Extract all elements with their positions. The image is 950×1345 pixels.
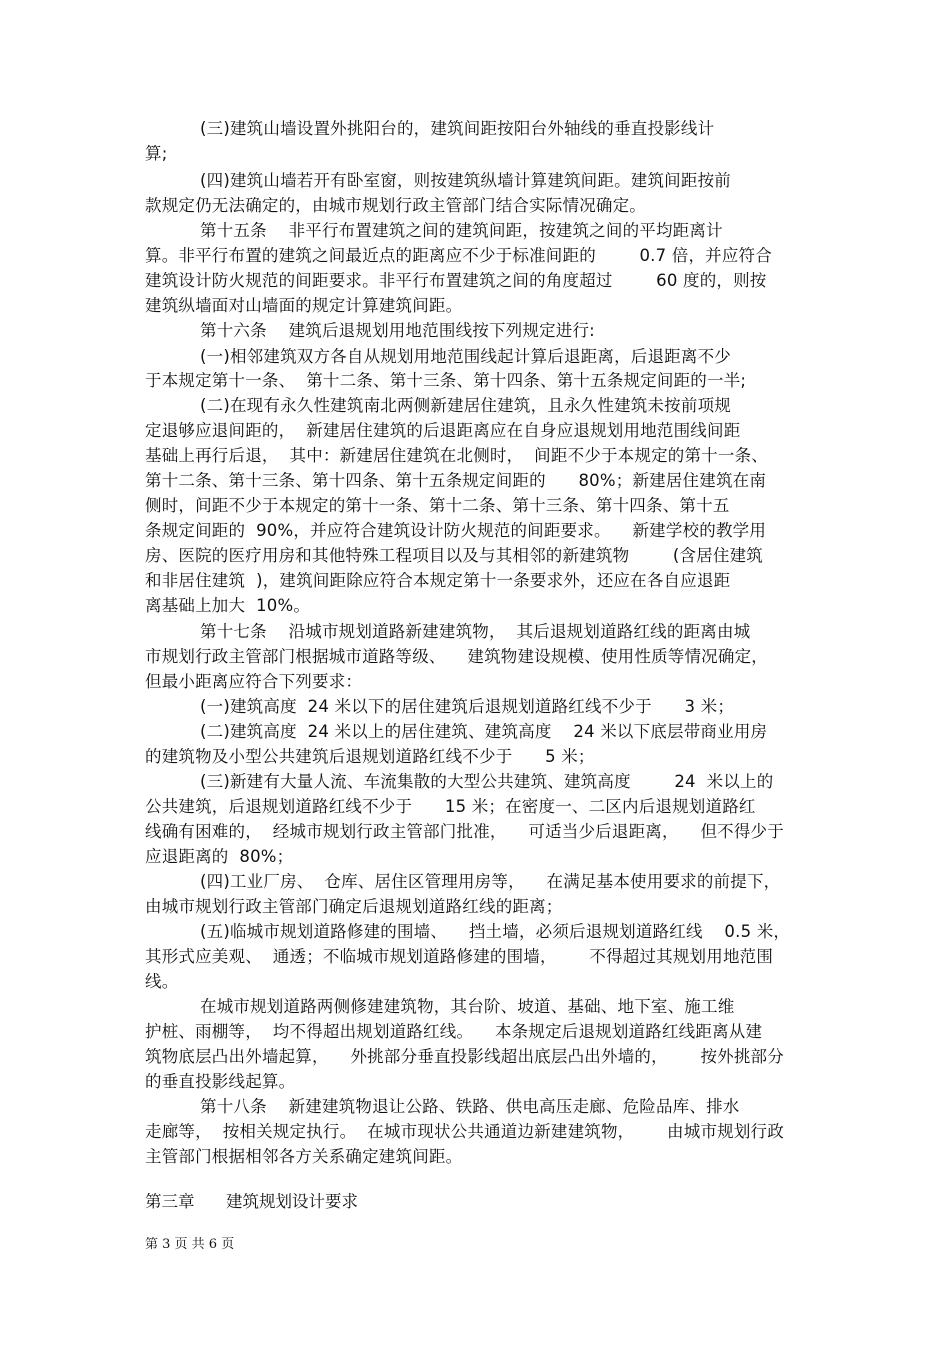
paragraph-line: 应退距离的 80%； xyxy=(145,847,294,866)
paragraph-line: (一)相邻建筑双方各自从规划用地范围线起计算后退距离，后退距离不少 xyxy=(200,347,731,366)
paragraph-line: 其形式应美观、 通透；不临城市规划道路修建的围墙， 不得超过其规划用地范围 xyxy=(145,947,774,966)
paragraph-line: 线确有困难的， 经城市规划行政主管部门批准， 可适当少后退距离， 但不得少于 xyxy=(145,822,784,841)
paragraph-line: 市规划行政主管部门根据城市道路等级、 建筑物建设规模、使用性质等情况确定， xyxy=(145,647,768,666)
paragraph-line: 公共建筑，后退规划道路红线不少于 15 米；在密度一、二区内后退规划道路红 xyxy=(145,797,756,816)
article-17-line: 第十七条 沿城市规划道路新建建筑物， 其后退规划道路红线的距离由城 xyxy=(200,622,751,641)
paragraph-line: 第十二条、第十三条、第十四条、第十五条规定间距的 80%；新建居住建筑在南 xyxy=(145,471,767,490)
paragraph-line: 护桩、雨棚等， 均不得超出规划道路红线。 本条规定后退规划道路红线距离从建 xyxy=(145,1022,763,1041)
paragraph-line: 在城市规划道路两侧修建建筑物，其台阶、坡道、基础、地下室、施工维 xyxy=(200,997,735,1016)
paragraph-line: 基础上再行后退， 其中：新建居住建筑在北侧时， 间距不少于本规定的第十一条、 xyxy=(145,446,768,465)
paragraph-line: 离基础上加大 10%。 xyxy=(145,596,311,615)
paragraph-line: 由城市规划行政主管部门确定后退规划道路红线的距离； xyxy=(145,897,563,916)
paragraph-line: 定退够应退间距的， 新建居住建筑的后退距离应在自身应退规划用地范围线间距 xyxy=(145,421,741,440)
paragraph-line: 建筑纵墙面对山墙面的规定计算建筑间距。 xyxy=(145,296,463,315)
paragraph-line: 的垂直投影线起算。 xyxy=(145,1072,296,1091)
paragraph-line: (三)建筑山墙设置外挑阳台的，建筑间距按阳台外轴线的垂直投影线计 xyxy=(200,119,715,138)
paragraph-line: (四)工业厂房、 仓库、居住区管理用房等， 在满足基本使用要求的前提下， xyxy=(200,872,781,891)
paragraph-line: 和非居住建筑 )，建筑间距除应符合本规定第十一条要求外，还应在各自应退距 xyxy=(145,571,731,590)
chapter-heading: 第三章 建筑规划设计要求 xyxy=(145,1192,358,1211)
paragraph-line: 筑物底层凸出外墙起算， 外挑部分垂直投影线超出底层凸出外墙的， 按外挑部分 xyxy=(145,1047,784,1066)
article-16-line: 第十六条 建筑后退规划用地范围线按下列规定进行: xyxy=(200,321,595,340)
paragraph-line: 走廊等， 按相关规定执行。 在城市现状公共通道边新建建筑物， 由城市规划行政 xyxy=(145,1122,784,1141)
paragraph-line: 侧时，间距不少于本规定的第十一条、第十二条、第十三条、第十四条、第十五 xyxy=(145,496,730,515)
paragraph-line: 款规定仍无法确定的，由城市规划行政主管部门结合实际情况确定。 xyxy=(145,196,646,215)
page-footer: 第 3 页 共 6 页 xyxy=(145,1237,235,1252)
paragraph-line: 条规定间距的 90%，并应符合建筑设计防火规范的间距要求。 新建学校的教学用 xyxy=(145,521,767,540)
paragraph-line: 算; xyxy=(145,144,168,163)
paragraph-line: (四)建筑山墙若开有卧室窗，则按建筑纵墙计算建筑间距。建筑间距按前 xyxy=(200,171,731,190)
paragraph-line: 算。非平行布置的建筑之间最近点的距离应不少于标准间距的 0.7 倍，并应符合 xyxy=(145,246,772,265)
paragraph-line: (二)在现有永久性建筑南北两侧新建居住建筑，且永久性建筑未按前项规 xyxy=(200,396,731,415)
article-18-line: 第十八条 新建建筑物退让公路、铁路、供电高压走廊、危险品库、排水 xyxy=(200,1097,740,1116)
paragraph-line: 的建筑物及小型公共建筑后退规划道路红线不少于 5 米； xyxy=(145,747,595,766)
paragraph-line: (五)临城市规划道路修建的围墙、 挡土墙，必须后退规划道路红线 0.5 米， xyxy=(200,922,791,941)
paragraph-line: 线。 xyxy=(145,972,179,991)
paragraph-line: (三)新建有大量人流、车流集散的大型公共建筑、建筑高度 24 米以上的 xyxy=(200,772,774,791)
paragraph-line: 但最小距离应符合下列要求： xyxy=(145,672,363,691)
paragraph-line: 于本规定第十一条、 第十二条、第十三条、第十四条、第十五条规定间距的一半; xyxy=(145,371,747,390)
paragraph-line: 主管部门根据相邻各方关系确定建筑间距。 xyxy=(145,1147,463,1166)
paragraph-line: (二)建筑高度 24 米以上的居住建筑、建筑高度 24 米以下底层带商业用房 xyxy=(200,722,768,741)
article-15-line: 第十五条 非平行布置建筑之间的建筑间距，按建筑之间的平均距离计 xyxy=(200,221,723,240)
paragraph-line: (一)建筑高度 24 米以下的居住建筑后退规划道路红线不少于 3 米； xyxy=(200,697,735,716)
paragraph-line: 建筑设计防火规范的间距要求。非平行布置建筑之间的角度超过 60 度的，则按 xyxy=(145,271,767,290)
paragraph-line: 房、医院的医疗用房和其他特殊工程项目以及与其相邻的新建筑物 (含居住建筑 xyxy=(145,546,763,565)
